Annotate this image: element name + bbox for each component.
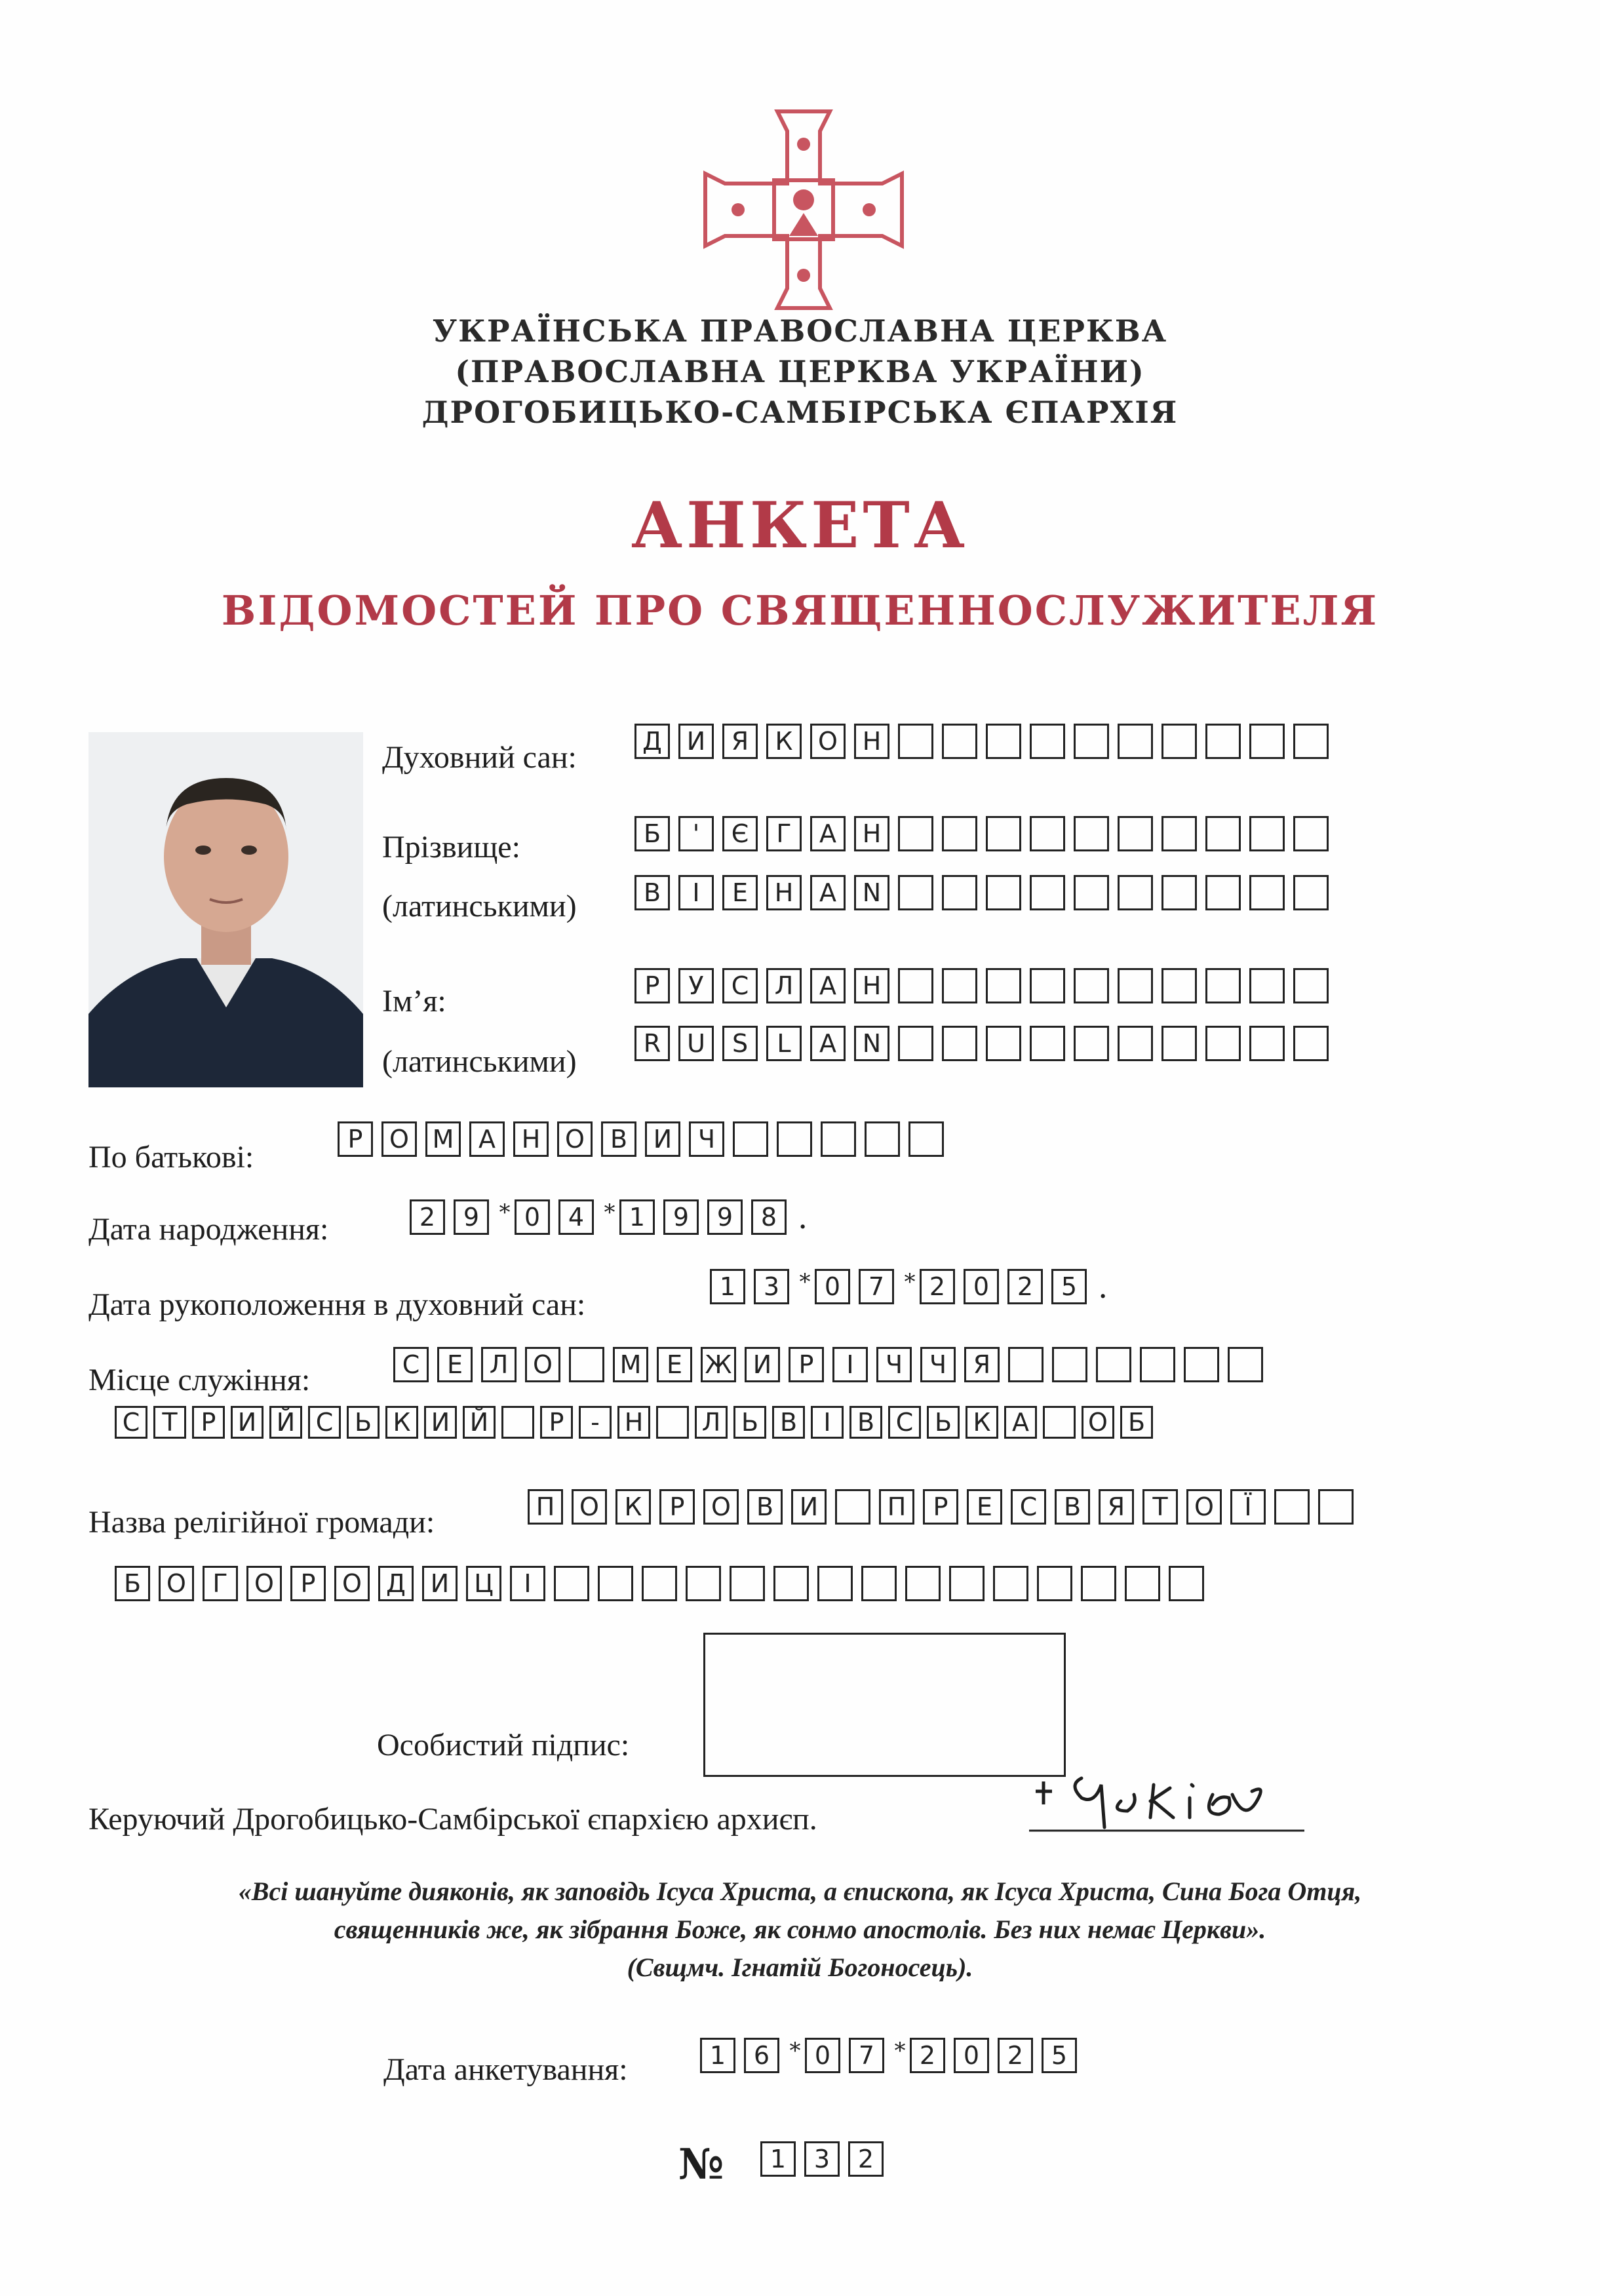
place-of-service-label: Місце служіння:: [88, 1363, 311, 1397]
char-cell[interactable]: Ь: [733, 1406, 766, 1439]
char-cell[interactable]: С: [308, 1406, 341, 1439]
header-line-2: (ПРАВОСЛАВНА ЦЕРКВА УКРАЇНИ): [455, 354, 1145, 389]
char-cell[interactable]: [569, 1347, 604, 1382]
char-cell[interactable]: Н: [854, 968, 889, 1003]
char-cell[interactable]: 0: [815, 1269, 850, 1304]
char-cell[interactable]: Р: [290, 1566, 326, 1601]
char-cell[interactable]: [1074, 816, 1109, 851]
name-cells[interactable]: [634, 968, 1337, 1003]
char-cell[interactable]: В: [849, 1406, 882, 1439]
char-cell[interactable]: [1074, 968, 1109, 1003]
char-cell[interactable]: О: [1186, 1489, 1222, 1525]
char-cell[interactable]: О: [525, 1347, 560, 1382]
char-cell[interactable]: О: [1082, 1406, 1114, 1439]
community-row1[interactable]: [528, 1489, 1362, 1525]
rank-cells[interactable]: [634, 724, 1337, 759]
survey-date-label: Дата анкетування:: [383, 2052, 628, 2087]
survey-date-cells[interactable]: [700, 2038, 1085, 2073]
surname-cells[interactable]: [634, 816, 1337, 851]
place-of-service-row1[interactable]: [393, 1347, 1272, 1382]
char-cell[interactable]: А: [1004, 1406, 1037, 1439]
patronymic-cells[interactable]: [338, 1121, 952, 1157]
char-cell[interactable]: С: [393, 1347, 429, 1382]
char-cell[interactable]: Я: [1099, 1489, 1134, 1525]
char-cell[interactable]: Я: [722, 724, 758, 759]
char-cell[interactable]: В: [747, 1489, 783, 1525]
char-cell[interactable]: [1249, 1026, 1285, 1061]
header-line-3: ДРОГОБИЦЬКО-САМБІРСЬКА ЄПАРХІЯ: [421, 395, 1179, 430]
date-separator: *: [499, 1199, 511, 1226]
char-cell[interactable]: [942, 968, 977, 1003]
char-cell[interactable]: Р: [338, 1121, 373, 1157]
char-cell[interactable]: [730, 1566, 765, 1601]
char-cell[interactable]: N: [854, 1026, 889, 1061]
char-cell[interactable]: [1030, 1026, 1065, 1061]
char-cell[interactable]: [1293, 968, 1329, 1003]
char-cell[interactable]: И: [231, 1406, 263, 1439]
char-cell[interactable]: [898, 875, 933, 910]
char-cell[interactable]: И: [745, 1347, 780, 1382]
char-cell[interactable]: [1161, 875, 1197, 910]
char-cell[interactable]: [1161, 968, 1197, 1003]
char-cell[interactable]: [1318, 1489, 1354, 1525]
char-cell[interactable]: А: [469, 1121, 505, 1157]
char-cell[interactable]: Ц: [466, 1566, 501, 1601]
char-cell[interactable]: Т: [1142, 1489, 1178, 1525]
char-cell[interactable]: [1118, 724, 1153, 759]
char-cell[interactable]: 6: [744, 2038, 779, 2073]
community-label: Назва релігійної громади:: [88, 1505, 435, 1540]
char-cell[interactable]: О: [572, 1489, 607, 1525]
char-cell[interactable]: [986, 1026, 1021, 1061]
ordination-date-label: Дата рукоположення в духовний сан:: [88, 1287, 586, 1322]
char-cell[interactable]: A: [810, 875, 846, 910]
char-cell[interactable]: ': [678, 816, 714, 851]
char-cell[interactable]: 5: [1051, 1269, 1087, 1304]
char-cell[interactable]: 7: [849, 2038, 884, 2073]
name-latin-label: (латинськими): [382, 1044, 577, 1079]
char-cell[interactable]: S: [722, 1026, 758, 1061]
char-cell[interactable]: И: [791, 1489, 827, 1525]
char-cell[interactable]: Г: [203, 1566, 238, 1601]
char-cell[interactable]: В: [1055, 1489, 1090, 1525]
char-cell[interactable]: [898, 816, 933, 851]
char-cell[interactable]: Д: [378, 1566, 414, 1601]
char-cell[interactable]: Б: [115, 1566, 150, 1601]
char-cell[interactable]: 4: [558, 1199, 594, 1235]
char-cell[interactable]: 9: [663, 1199, 699, 1235]
char-cell[interactable]: [1205, 1026, 1241, 1061]
quote-line-1: «Всі шануйте дияконів, як заповідь Ісуса Христа, а єпископа, як Ісуса Христа, Сина Бога Отця,: [238, 1877, 1362, 1906]
birth-date-cells[interactable]: [410, 1199, 808, 1236]
char-cell[interactable]: [942, 816, 977, 851]
char-cell[interactable]: А: [810, 816, 846, 851]
quote-source: (Свщмч. Ігнатій Богоносець).: [627, 1953, 973, 1982]
char-cell[interactable]: [949, 1566, 985, 1601]
char-cell[interactable]: Е: [657, 1347, 692, 1382]
char-cell[interactable]: Й: [463, 1406, 496, 1439]
char-cell[interactable]: [993, 1566, 1028, 1601]
char-cell[interactable]: С: [115, 1406, 147, 1439]
community-row2[interactable]: [115, 1566, 1213, 1601]
char-cell[interactable]: Н: [854, 724, 889, 759]
char-cell[interactable]: В: [601, 1121, 636, 1157]
char-cell[interactable]: И: [424, 1406, 457, 1439]
char-cell[interactable]: Ь: [347, 1406, 380, 1439]
char-cell[interactable]: [835, 1489, 870, 1525]
char-cell[interactable]: [773, 1566, 809, 1601]
char-cell[interactable]: Н: [854, 816, 889, 851]
date-end-dot: .: [1098, 1269, 1108, 1306]
char-cell[interactable]: [1008, 1347, 1044, 1382]
char-cell[interactable]: Г: [766, 816, 802, 851]
char-cell[interactable]: [1118, 875, 1153, 910]
char-cell[interactable]: 2: [848, 2141, 884, 2177]
char-cell[interactable]: Т: [153, 1406, 186, 1439]
char-cell[interactable]: С: [1011, 1489, 1046, 1525]
char-cell[interactable]: [1205, 875, 1241, 910]
char-cell[interactable]: 3: [754, 1269, 789, 1304]
char-cell[interactable]: [1030, 724, 1065, 759]
char-cell[interactable]: 8: [751, 1199, 787, 1235]
char-cell[interactable]: I: [678, 875, 714, 910]
char-cell[interactable]: [598, 1566, 633, 1601]
char-cell[interactable]: [865, 1121, 900, 1157]
char-cell[interactable]: Е: [967, 1489, 1002, 1525]
char-cell[interactable]: [1169, 1566, 1204, 1601]
char-cell[interactable]: О: [557, 1121, 593, 1157]
char-cell[interactable]: [1293, 724, 1329, 759]
char-cell[interactable]: О: [334, 1566, 370, 1601]
char-cell[interactable]: [1228, 1347, 1263, 1382]
ordination-date-cells[interactable]: [710, 1269, 1108, 1306]
char-cell[interactable]: 0: [805, 2038, 840, 2073]
quote-line-2: священників же, як зібрання Боже, як сонмо апостолів. Без них немає Церкви».: [334, 1915, 1266, 1944]
char-cell[interactable]: 2: [1007, 1269, 1043, 1304]
char-cell[interactable]: 2: [410, 1199, 445, 1235]
char-cell[interactable]: L: [766, 1026, 802, 1061]
char-cell[interactable]: І: [510, 1566, 545, 1601]
char-cell[interactable]: [898, 1026, 933, 1061]
char-cell[interactable]: Ч: [876, 1347, 912, 1382]
char-cell[interactable]: [656, 1406, 689, 1439]
char-cell[interactable]: В: [772, 1406, 805, 1439]
char-cell[interactable]: [821, 1121, 856, 1157]
char-cell[interactable]: [986, 875, 1021, 910]
char-cell[interactable]: Є: [722, 816, 758, 851]
char-cell[interactable]: Е: [437, 1347, 473, 1382]
surname-latin-cells[interactable]: [634, 875, 1337, 910]
bishop-label: Керуючий Дрогобицько-Самбірської єпархією архиєп.: [88, 1802, 817, 1837]
date-separator: *: [799, 1269, 811, 1295]
char-cell[interactable]: [1249, 816, 1285, 851]
char-cell[interactable]: [1037, 1566, 1072, 1601]
char-cell[interactable]: Я: [964, 1347, 1000, 1382]
char-cell[interactable]: [986, 816, 1021, 851]
char-cell[interactable]: Л: [695, 1406, 728, 1439]
char-cell[interactable]: [1043, 1406, 1076, 1439]
char-cell[interactable]: О: [703, 1489, 739, 1525]
char-cell[interactable]: [817, 1566, 853, 1601]
char-cell[interactable]: У: [678, 968, 714, 1003]
char-cell[interactable]: Ч: [689, 1121, 724, 1157]
char-cell[interactable]: [942, 1026, 977, 1061]
char-cell[interactable]: [777, 1121, 812, 1157]
char-cell[interactable]: [1074, 875, 1109, 910]
date-end-dot: .: [798, 1199, 808, 1236]
signature-box[interactable]: [703, 1633, 1066, 1777]
char-cell[interactable]: 3: [804, 2141, 840, 2177]
char-cell[interactable]: 9: [454, 1199, 489, 1235]
char-cell[interactable]: [1140, 1347, 1175, 1382]
char-cell[interactable]: Л: [481, 1347, 517, 1382]
char-cell[interactable]: [986, 724, 1021, 759]
char-cell[interactable]: [1052, 1347, 1087, 1382]
char-cell[interactable]: [733, 1121, 768, 1157]
char-cell[interactable]: [1205, 968, 1241, 1003]
char-cell[interactable]: Р: [634, 968, 670, 1003]
char-cell[interactable]: N: [854, 875, 889, 910]
place-of-service-row2[interactable]: [115, 1406, 1159, 1439]
date-separator: *: [904, 1269, 916, 1295]
char-cell[interactable]: [898, 968, 933, 1003]
char-cell[interactable]: Ч: [920, 1347, 956, 1382]
char-cell[interactable]: E: [722, 875, 758, 910]
char-cell[interactable]: [1249, 968, 1285, 1003]
rank-label: Духовний сан:: [382, 740, 577, 775]
char-cell[interactable]: [1118, 1026, 1153, 1061]
form-title: АНКЕТА: [631, 488, 969, 562]
char-cell[interactable]: [642, 1566, 677, 1601]
char-cell[interactable]: Ї: [1230, 1489, 1266, 1525]
char-cell[interactable]: К: [966, 1406, 998, 1439]
date-separator: *: [789, 2038, 801, 2064]
char-cell[interactable]: С: [888, 1406, 921, 1439]
char-cell[interactable]: H: [766, 875, 802, 910]
char-cell[interactable]: 7: [859, 1269, 894, 1304]
name-latin-cells[interactable]: [634, 1026, 1337, 1061]
char-cell[interactable]: [861, 1566, 897, 1601]
char-cell[interactable]: Б: [1120, 1406, 1153, 1439]
char-cell[interactable]: Р: [659, 1489, 695, 1525]
patronymic-label: По батькові:: [88, 1140, 254, 1175]
char-cell[interactable]: -: [579, 1406, 612, 1439]
surname-label: Прізвище:: [382, 830, 520, 865]
char-cell[interactable]: [942, 724, 977, 759]
char-cell[interactable]: [1184, 1347, 1219, 1382]
char-cell[interactable]: С: [722, 968, 758, 1003]
char-cell[interactable]: B: [634, 875, 670, 910]
char-cell[interactable]: П: [879, 1489, 914, 1525]
char-cell[interactable]: 1: [700, 2038, 735, 2073]
char-cell[interactable]: R: [634, 1026, 670, 1061]
surname-latin-label: (латинськими): [382, 889, 577, 924]
char-cell[interactable]: І: [832, 1347, 868, 1382]
char-cell[interactable]: [898, 724, 933, 759]
char-cell[interactable]: І: [811, 1406, 844, 1439]
char-cell[interactable]: [1274, 1489, 1310, 1525]
char-cell[interactable]: [1118, 968, 1153, 1003]
char-cell[interactable]: [1293, 816, 1329, 851]
char-cell[interactable]: Р: [923, 1489, 958, 1525]
char-cell[interactable]: [686, 1566, 721, 1601]
char-cell[interactable]: 0: [515, 1199, 550, 1235]
date-separator: *: [894, 2038, 906, 2064]
char-cell[interactable]: [1249, 875, 1285, 910]
char-cell[interactable]: М: [425, 1121, 461, 1157]
bishop-signature: [1023, 1765, 1311, 1837]
char-cell[interactable]: [1074, 724, 1109, 759]
char-cell[interactable]: [905, 1566, 941, 1601]
char-cell[interactable]: 0: [964, 1269, 999, 1304]
char-cell[interactable]: М: [613, 1347, 648, 1382]
char-cell[interactable]: [1249, 724, 1285, 759]
char-cell[interactable]: [1161, 816, 1197, 851]
char-cell[interactable]: Р: [540, 1406, 573, 1439]
char-cell[interactable]: П: [528, 1489, 563, 1525]
portrait-photo: [88, 732, 363, 1087]
char-cell[interactable]: [1118, 816, 1153, 851]
char-cell[interactable]: [1161, 1026, 1197, 1061]
char-cell[interactable]: 1: [619, 1199, 655, 1235]
char-cell[interactable]: 2: [910, 2038, 945, 2073]
char-cell[interactable]: 5: [1042, 2038, 1077, 2073]
signature-label: Особистий підпис:: [377, 1728, 630, 1762]
char-cell[interactable]: О: [381, 1121, 417, 1157]
char-cell[interactable]: К: [615, 1489, 651, 1525]
birth-date-label: Дата народження:: [88, 1212, 329, 1247]
char-cell[interactable]: 2: [998, 2038, 1033, 2073]
char-cell[interactable]: [1096, 1347, 1131, 1382]
char-cell[interactable]: A: [810, 1026, 846, 1061]
number-cells[interactable]: [760, 2141, 892, 2177]
char-cell[interactable]: Б: [634, 816, 670, 851]
char-cell[interactable]: Н: [513, 1121, 549, 1157]
char-cell[interactable]: [1030, 816, 1065, 851]
char-cell[interactable]: А: [810, 968, 846, 1003]
char-cell[interactable]: 9: [707, 1199, 743, 1235]
char-cell[interactable]: [1293, 875, 1329, 910]
char-cell[interactable]: К: [766, 724, 802, 759]
char-cell[interactable]: [501, 1406, 534, 1439]
char-cell[interactable]: [1074, 1026, 1109, 1061]
form-subtitle: ВІДОМОСТЕЙ ПРО СВЯЩЕННОСЛУЖИТЕЛЯ: [221, 587, 1379, 634]
char-cell[interactable]: О: [159, 1566, 194, 1601]
char-cell[interactable]: Й: [269, 1406, 302, 1439]
char-cell[interactable]: [1205, 724, 1241, 759]
header-line-1: УКРАЇНСЬКА ПРАВОСЛАВНА ЦЕРКВА: [432, 313, 1168, 349]
char-cell[interactable]: К: [385, 1406, 418, 1439]
char-cell[interactable]: Д: [634, 724, 670, 759]
char-cell[interactable]: [1081, 1566, 1116, 1601]
char-cell[interactable]: [554, 1566, 589, 1601]
church-cross-emblem: [699, 105, 908, 315]
char-cell[interactable]: Л: [766, 968, 802, 1003]
char-cell[interactable]: [1205, 816, 1241, 851]
char-cell[interactable]: И: [678, 724, 714, 759]
char-cell[interactable]: Ь: [927, 1406, 960, 1439]
char-cell[interactable]: 2: [920, 1269, 955, 1304]
char-cell[interactable]: [1125, 1566, 1160, 1601]
char-cell[interactable]: Р: [789, 1347, 824, 1382]
char-cell[interactable]: [908, 1121, 944, 1157]
char-cell[interactable]: О: [246, 1566, 282, 1601]
char-cell[interactable]: 1: [710, 1269, 745, 1304]
char-cell[interactable]: Ж: [701, 1347, 736, 1382]
char-cell[interactable]: И: [645, 1121, 680, 1157]
char-cell[interactable]: 1: [760, 2141, 796, 2177]
char-cell[interactable]: Н: [617, 1406, 650, 1439]
char-cell[interactable]: [1030, 968, 1065, 1003]
char-cell[interactable]: [1030, 875, 1065, 910]
char-cell[interactable]: О: [810, 724, 846, 759]
char-cell[interactable]: И: [422, 1566, 458, 1601]
date-separator: *: [604, 1199, 615, 1226]
char-cell[interactable]: [986, 968, 1021, 1003]
char-cell[interactable]: [1161, 724, 1197, 759]
char-cell[interactable]: [942, 875, 977, 910]
char-cell[interactable]: 0: [954, 2038, 989, 2073]
name-label: Ім’я:: [382, 984, 446, 1019]
char-cell[interactable]: Р: [192, 1406, 225, 1439]
char-cell[interactable]: U: [678, 1026, 714, 1061]
number-sign: №: [678, 2140, 724, 2189]
char-cell[interactable]: [1293, 1026, 1329, 1061]
